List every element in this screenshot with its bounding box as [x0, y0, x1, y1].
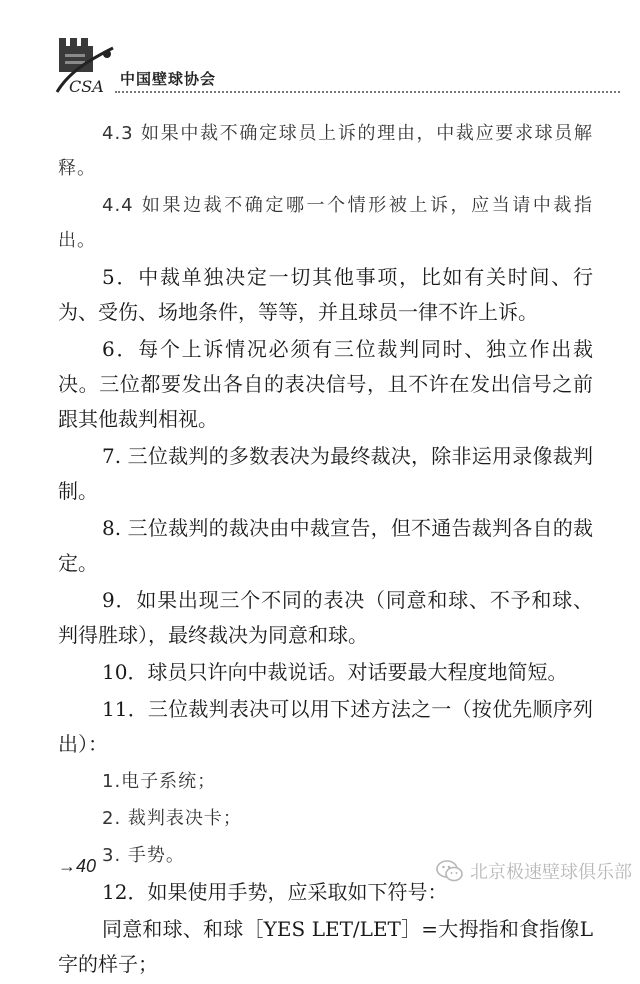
document-body: [58, 116, 593, 984]
watermark: [436, 858, 632, 884]
watermark-text: 北京极速壁球俱乐部: [470, 862, 632, 883]
paragraph: 4.4 如果边裁不确定哪一个情形被上诉，应当请中裁指出。: [58, 195, 593, 251]
paragraph: 6．每个上诉情况必须有三位裁判同时、独立作出裁决。三位都要发出各自的表决信号，且不许在发出信号之前跟其他裁判相视。: [58, 337, 593, 431]
list-item: 2. 裁判表决卡；: [102, 808, 242, 829]
paragraph: 5．中裁单独决定一切其他事项，比如有关时间、行为、受伤、场地条件，等等，并且球员一律不许上诉。: [58, 265, 593, 324]
page-header: [0, 0, 640, 100]
csa-logo: [55, 36, 117, 96]
org-name: 中国壁球协会: [120, 70, 217, 88]
list-item: 1.电子系统；: [102, 771, 217, 792]
wechat-icon: [436, 860, 464, 882]
paragraph: 9．如果出现三个不同的表决（同意和球、不予和球、判得胜球），最终裁决为同意和球。: [58, 588, 593, 647]
paragraph: 7. 三位裁判的多数表决为最终裁决，除非运用录像裁判制。: [58, 444, 593, 503]
paragraph: 11．三位裁判表决可以用下述方法之一（按优先顺序列出）：: [58, 697, 593, 756]
header-rule: [115, 91, 620, 93]
paragraph: 12．如果使用手势，应采取如下符号：: [102, 880, 448, 904]
paragraph: 10．球员只许向中裁说话。对话要最大程度地简短。: [102, 660, 568, 684]
list-item: 3. 手势。: [102, 845, 185, 866]
paragraph: 同意和球、和球［YES LET/LET］=大拇指和食指像L字的样子；: [58, 917, 593, 976]
logo-lettering: CSA: [69, 77, 104, 96]
paragraph: 8. 三位裁判的裁决由中裁宣告，但不通告裁判各自的裁定。: [58, 516, 593, 575]
page-number: →40: [58, 856, 97, 876]
paragraph: 4.3 如果中裁不确定球员上诉的理由，中裁应要求球员解释。: [58, 123, 593, 179]
